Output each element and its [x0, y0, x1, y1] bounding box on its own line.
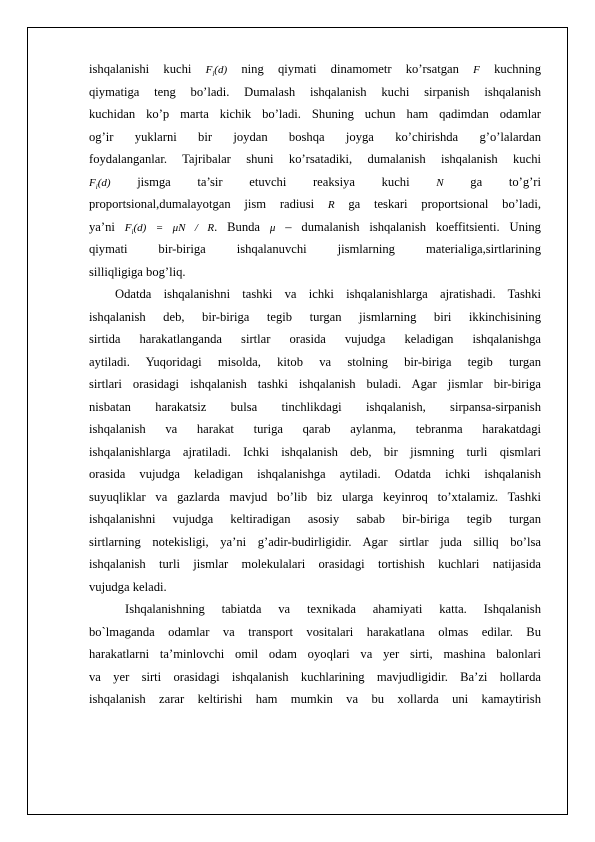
formula-radius: R	[327, 199, 335, 211]
text-line	[89, 58, 541, 81]
text-run: ga teskari proportsional bo’ladi,	[348, 197, 541, 211]
text-line: silliqligiga bog’liq.	[89, 264, 186, 279]
text-line: bo`lmaganda odamlar va transport vositalari harakatlana olmas edilar. Bu	[89, 624, 541, 639]
text-line: ishqalanish deb, bir-biriga tegib turgan jismlarning biri ikkinchisining	[89, 309, 541, 324]
text-run: ning qiymati dinamometr ko’rsatgan	[241, 62, 459, 76]
formula-rolling-friction: $F_i(d) = \mu N / R$	[124, 221, 215, 236]
text-line: suyuqliklar va gazlarda mavjud bo’lib biz ularga keyinroq to’xtalamiz. Tashki	[89, 489, 541, 504]
text-line: harakatlarni ta’minlovchi omil odam oyoqlari va yer sirti, mashina balonlari	[89, 647, 541, 661]
text-run: ishqalanishi kuchi	[89, 62, 192, 76]
text-run: ya’ni	[89, 219, 115, 234]
formula-friction-force: $F_i(d)$	[205, 64, 228, 79]
text-run: ga to’g’ri	[470, 174, 541, 189]
text-line: sirtlarning notekisligi, ya’ni g’adir-budirligidir. Agar sirtlar juda silliq bo’lsa	[89, 534, 541, 549]
text-line: foydalanganlar. Tajribalar shuni ko’rsatadiki, dumalanish ishqalanish kuchi	[89, 152, 541, 166]
text-run: proportsional,dumalayotgan jism radiusi	[89, 197, 315, 211]
text-line: orasida vujudga keladigan ishqalanishga aytiladi. Odatda ichki ishqalanish	[89, 467, 541, 481]
text-run: – dumalanish ishqalanish koeffitsienti. Uning	[285, 219, 541, 234]
text-line: kuchidan ko’p marta kichik bo’ladi. Shuning uchun ham qadimdan odamlar	[89, 107, 541, 121]
text-line	[89, 171, 541, 194]
text-line: nisbatan harakatsiz bulsa tinchlikdagi ishqalanish, sirpansa-sirpanish	[89, 399, 541, 414]
text-line: Ishqalanishning tabiatda va texnikada ahamiyati katta. Ishqalanish	[125, 602, 541, 616]
text-line: Odatda ishqalanishni tashki va ichki ishqalanishlarga ajratishadi. Tashki	[115, 287, 541, 301]
text-run: kuchning	[494, 62, 541, 76]
document-body	[89, 58, 541, 711]
formula-force: F	[473, 64, 480, 76]
text-line: ishqalanish zarar keltirishi ham mumkin va bu xollarda uni kamaytirish	[89, 692, 541, 706]
text-line: qiymatiga teng bo’ladi. Dumalash ishqalanish kuchi sirpanish ishqalanish	[89, 84, 541, 99]
text-run: jismga ta’sir etuvchi reaksiya kuchi	[137, 174, 410, 189]
text-run: . Bunda	[214, 219, 261, 234]
text-line: sirtida harakatlanganda sirtlar orasida vujudga keladigan ishqalanishga	[89, 332, 541, 346]
text-line: qiymati bir-biriga ishqalanuvchi jismlarning materialiga,sirtlarining	[89, 242, 541, 256]
text-line: vujudga keladi.	[89, 579, 167, 594]
text-line: aytiladi. Yuqoridagi misolda, kitob va stolning bir-biriga tegib turgan	[89, 354, 541, 369]
text-line	[89, 193, 541, 216]
formula-normal-force: N	[436, 176, 444, 189]
formula-friction-force: $F_i(d)$	[89, 176, 111, 191]
text-line	[89, 216, 541, 239]
formula-mu: μ	[269, 221, 276, 234]
text-line: va yer sirti orasidagi ishqalanish kuchlarining mavjudligidir. Ba’zi hollarda	[89, 669, 541, 684]
text-line: ishqalanish turli jismlar molekulalari orasidagi tortishish kuchlari natijasida	[89, 557, 541, 571]
text-line: ishqalanishlarga ajratiladi. Ichki ishqalanish deb, bir jismning turli qismlari	[89, 444, 541, 459]
text-line: sirtlari orasidagi ishqalanish tashki ishqalanish buladi. Agar jismlar bir-biriga	[89, 377, 541, 391]
text-line: ishqalanishni vujudga keltiradigan asosiy sabab bir-biriga tegib turgan	[89, 512, 541, 526]
text-line: og’ir yuklarni bir joydan boshqa joyga ko’chirishda g’o’lalardan	[89, 129, 541, 144]
text-line: ishqalanish va harakat turiga qarab aylanma, tebranma harakatdagi	[89, 422, 541, 436]
